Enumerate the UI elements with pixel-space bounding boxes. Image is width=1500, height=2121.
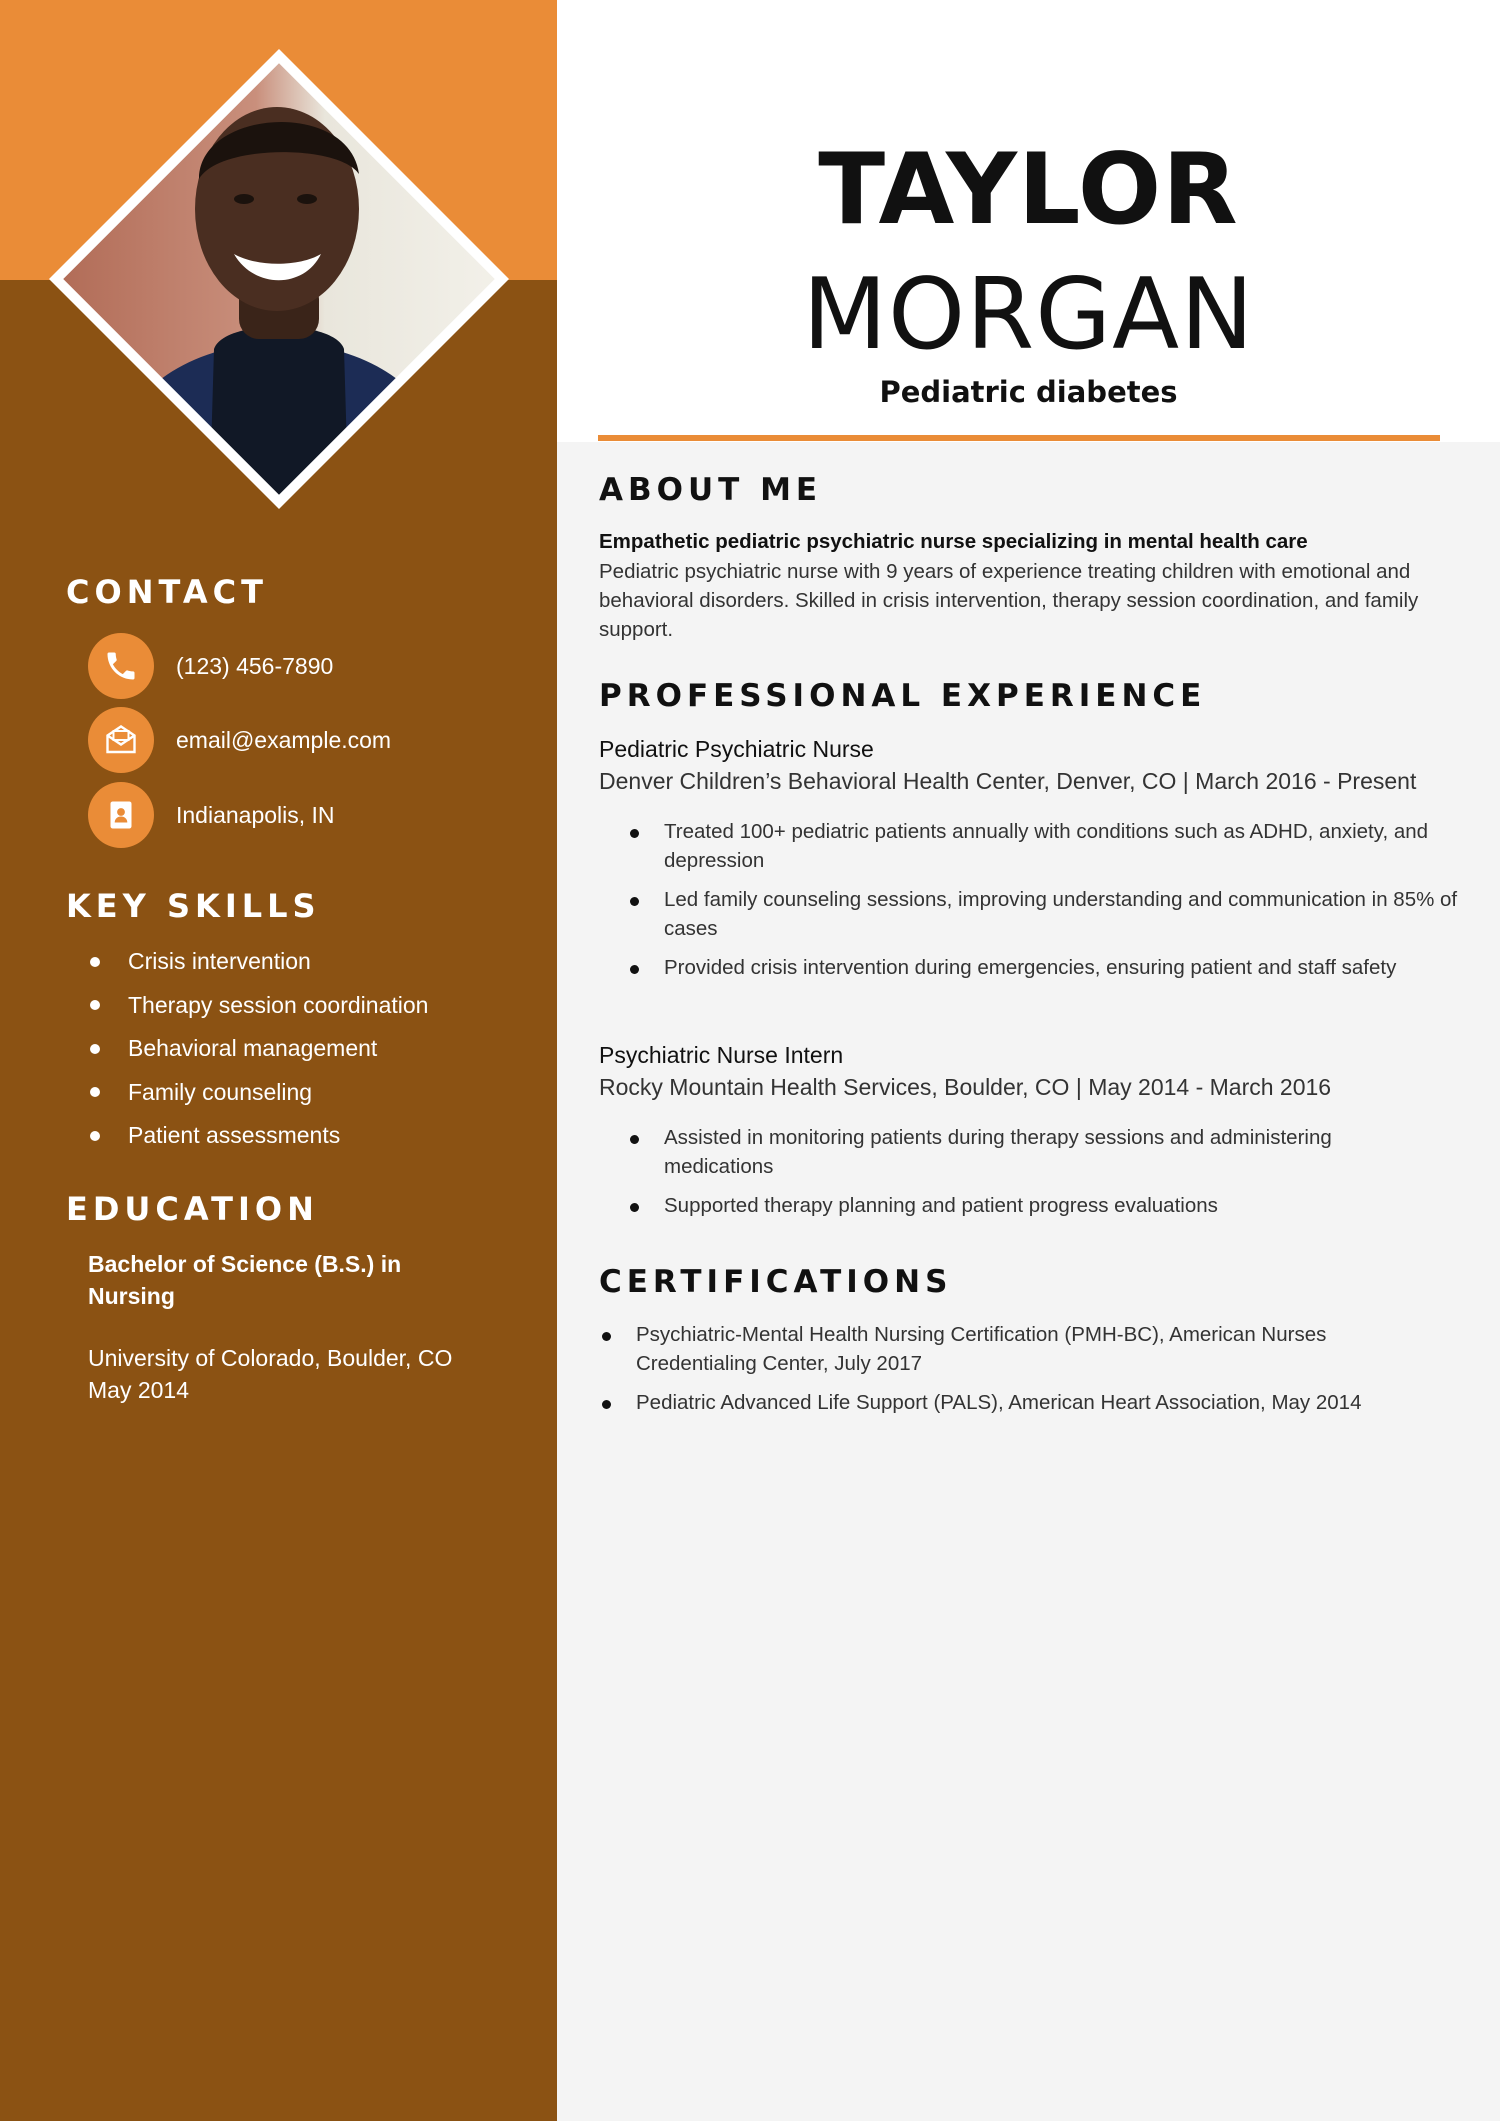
list-item <box>88 940 428 984</box>
list-item <box>88 1071 428 1115</box>
first-name: TAYLOR <box>818 133 1239 247</box>
bullet-dot <box>630 897 639 906</box>
job-bullets <box>664 1123 1444 1220</box>
certifications-list <box>636 1320 1436 1417</box>
bullet-dot <box>90 1044 100 1054</box>
about-body: Pediatric psychiatric nurse with 9 years of experience treating children with emotional and behavioral disorders. Skilled in crisis intervention, therapy session coordination, and family support. <box>599 560 1419 641</box>
skill-label: Therapy session coordination <box>128 991 429 1018</box>
job-bullets <box>664 817 1464 982</box>
job-title: Psychiatric Nurse Intern <box>599 1042 844 1068</box>
bullet-dot <box>90 1087 100 1097</box>
bullet-text: Provided crisis intervention during emergencies, ensuring patient and staff safety <box>664 956 1397 979</box>
email-address: email@example.com <box>176 726 392 753</box>
bullet-dot <box>602 1400 611 1409</box>
skills-list <box>88 940 428 1158</box>
bullet-text: Supported therapy planning and patient progress evaluations <box>664 1194 1218 1217</box>
list-item <box>664 1191 1444 1220</box>
list-item <box>636 1388 1436 1417</box>
degree-title: Bachelor of Science (B.S.) in Nursing <box>88 1251 402 1309</box>
list-item <box>664 1123 1444 1181</box>
bullet-dot <box>90 1131 100 1141</box>
last-name: MORGAN <box>802 258 1255 372</box>
about-lead: Empathetic pediatric psychiatric nurse specializing in mental health care <box>599 530 1308 553</box>
skill-label: Family counseling <box>128 1078 313 1105</box>
certification-text: Pediatric Advanced Life Support (PALS), American Heart Association, May 2014 <box>636 1391 1362 1414</box>
contact-location <box>88 782 335 848</box>
certification-text: Psychiatric-Mental Health Nursing Certification (PMH-BC), American Nurses Credentialing Center, July 2017 <box>636 1323 1327 1375</box>
graduation-date: May 2014 <box>88 1377 190 1403</box>
about-heading: ABOUT ME <box>599 472 823 508</box>
list-item <box>664 953 1464 982</box>
contact-heading: CONTACT <box>66 573 268 611</box>
skill-label: Crisis intervention <box>128 948 311 975</box>
email-icon <box>88 707 154 773</box>
list-item <box>88 1114 428 1158</box>
profile-photo <box>49 49 509 509</box>
job-tagline: Pediatric diabetes <box>879 375 1178 409</box>
list-item <box>664 817 1464 875</box>
education-block <box>88 1248 488 1406</box>
job-title: Pediatric Psychiatric Nurse <box>599 736 874 762</box>
contact-email <box>88 707 391 773</box>
location-text: Indianapolis, IN <box>176 801 335 828</box>
certifications-heading: CERTIFICATIONS <box>599 1264 953 1300</box>
list-item <box>664 885 1464 943</box>
bullet-dot <box>90 957 100 967</box>
list-item <box>88 984 428 1028</box>
bullet-dot <box>630 965 639 974</box>
skill-label: Patient assessments <box>128 1122 341 1149</box>
contact-phone <box>88 633 333 699</box>
bullet-dot <box>602 1332 611 1341</box>
header-divider <box>598 435 1440 441</box>
bullet-text: Assisted in monitoring patients during therapy sessions and administering medications <box>664 1126 1332 1178</box>
job-company: Rocky Mountain Health Services, Boulder, CO | May 2014 - March 2016 <box>599 1074 1332 1100</box>
education-heading: EDUCATION <box>66 1190 319 1228</box>
bullet-dot <box>630 1135 639 1144</box>
phone-number: (123) 456-7890 <box>176 652 334 679</box>
list-item <box>88 1027 428 1071</box>
bullet-text: Led family counseling sessions, improving understanding and communication in 85% of cases <box>664 888 1458 940</box>
phone-icon <box>88 633 154 699</box>
list-item <box>636 1320 1436 1378</box>
bullet-text: Treated 100+ pediatric patients annually with conditions such as ADHD, anxiety, and depression <box>664 820 1429 872</box>
bullet-dot <box>630 829 639 838</box>
experience-heading: PROFESSIONAL EXPERIENCE <box>599 678 1207 714</box>
bullet-dot <box>90 1000 100 1010</box>
skill-label: Behavioral management <box>128 1035 378 1062</box>
job-company: Denver Children’s Behavioral Health Center, Denver, CO | March 2016 - Present <box>599 768 1417 794</box>
bullet-dot <box>630 1203 639 1212</box>
key-skills-heading: KEY SKILLS <box>66 887 321 925</box>
address-book-icon <box>88 782 154 848</box>
school-name: University of Colorado, Boulder, CO <box>88 1345 453 1371</box>
